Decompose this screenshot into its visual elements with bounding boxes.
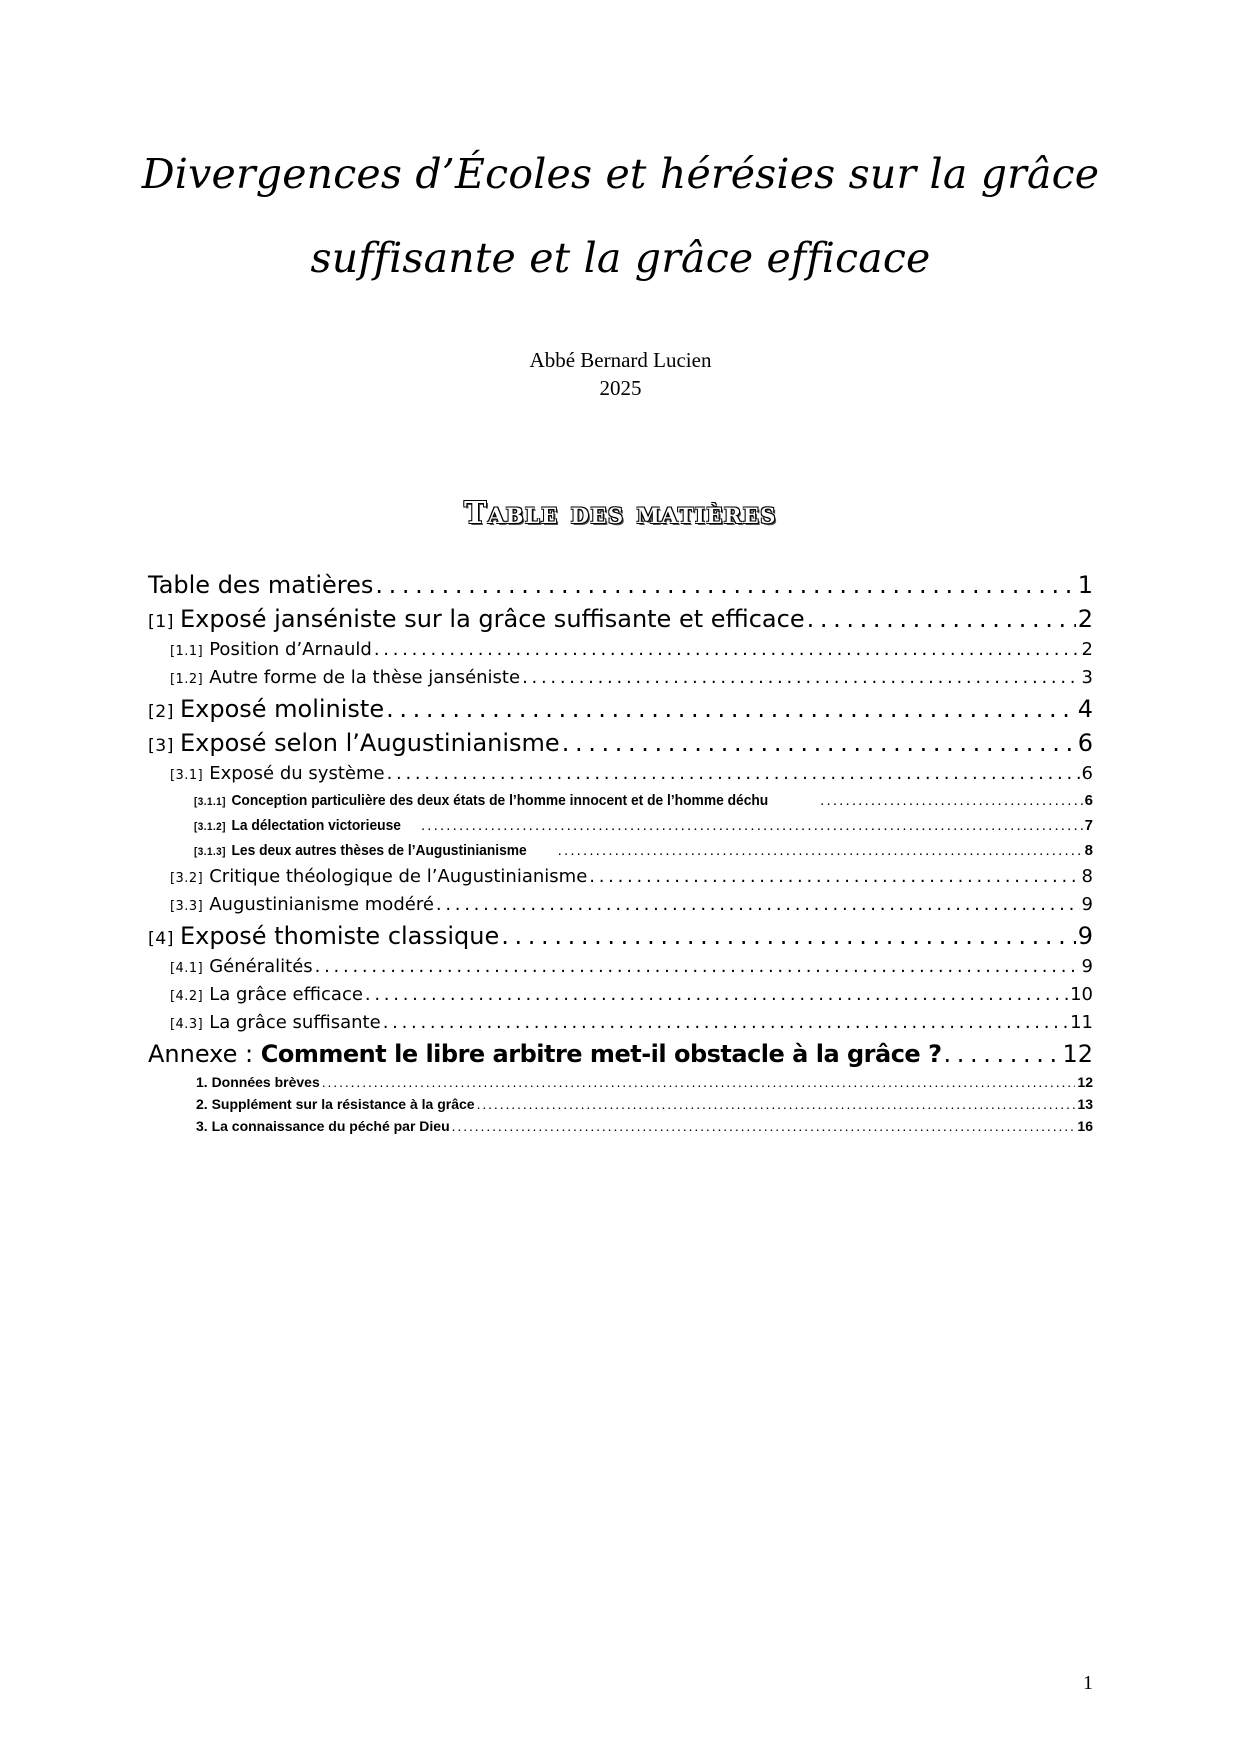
toc-entry[interactable] (148, 568, 1093, 602)
toc-entry-page: 3 (1081, 667, 1093, 688)
toc-entry-page: 9 (1081, 956, 1093, 977)
toc-entry-label: Exposé moliniste (179, 695, 385, 723)
toc-leader (452, 1115, 1076, 1137)
toc-entry-label: La grâce efficace (209, 984, 363, 1005)
toc-entry-number: [3.1] (170, 768, 204, 783)
toc-leader (522, 664, 1079, 692)
toc-leader (383, 1009, 1068, 1037)
toc-entry[interactable] (148, 726, 1093, 760)
toc-entry[interactable] (148, 1115, 1093, 1137)
toc-leader (436, 891, 1080, 919)
toc-entry-page: 10 (1070, 984, 1093, 1005)
toc-entry-label: Conception particulière des deux états de l’homme innocent et de l’homme déchu (231, 792, 769, 809)
toc-leader (501, 919, 1075, 953)
toc-entry-label: Les deux autres thèses de l’Augustinianisme (231, 842, 527, 859)
toc-entry-number: [3.1.3] (194, 846, 226, 858)
toc-entry-number: [3.2] (170, 871, 204, 886)
toc-leader (589, 863, 1079, 891)
toc-entry-label: Autre forme de la thèse janséniste (209, 667, 521, 688)
annexe-title: Comment le libre arbitre met-il obstacle à la grâce ? (260, 1040, 942, 1068)
toc-entry-number: [3] (148, 736, 174, 756)
toc-leader (562, 726, 1076, 760)
toc-entry-label: 2. Supplément sur la résistance à la grâce (196, 1096, 475, 1112)
toc-entry[interactable] (148, 838, 1093, 863)
toc-entry[interactable] (148, 636, 1093, 664)
toc-entry-number: [1.1] (170, 644, 204, 659)
toc-entry-label: Position d’Arnauld (209, 639, 372, 660)
toc-leader (386, 692, 1076, 726)
toc-entry-page: 6 (1084, 792, 1093, 809)
toc-leader (820, 788, 1082, 813)
title-line-2: suffisante et la grâce efficace (310, 234, 931, 282)
toc-entry[interactable] (148, 692, 1093, 726)
toc-entry[interactable] (148, 981, 1093, 1009)
toc-leader (477, 1093, 1076, 1115)
toc-entry[interactable] (148, 919, 1093, 953)
document-title (100, 132, 1141, 300)
toc-entry-page: 13 (1077, 1096, 1093, 1112)
toc-entry-label: Exposé selon l’Augustinianisme (179, 729, 560, 757)
toc-leader (943, 1037, 1060, 1071)
toc-entry-label: 3. La connaissance du péché par Dieu (196, 1118, 450, 1134)
toc-entry-number: [4] (148, 929, 174, 949)
toc-entry-label: Table des matières (148, 571, 374, 599)
toc-entry-label: 1. Données brèves (196, 1074, 320, 1090)
toc-entry-label: Exposé du système (209, 763, 385, 784)
toc-entry-number: [1] (148, 612, 174, 632)
toc-entry-page: 1 (1077, 571, 1093, 599)
toc-entry-label: Annexe : (148, 1040, 254, 1068)
title-line-1: Divergences d’Écoles et hérésies sur la grâce (141, 150, 1100, 198)
toc-entry[interactable] (148, 891, 1093, 919)
toc-entry[interactable] (148, 863, 1093, 891)
toc-entry-page: 4 (1077, 695, 1093, 723)
toc-entry-page: 2 (1081, 639, 1093, 660)
toc-leader (375, 568, 1075, 602)
toc-leader (387, 760, 1080, 788)
toc-entry[interactable] (148, 953, 1093, 981)
toc-entry-number: [2] (148, 702, 174, 722)
toc-entry-annexe[interactable] (148, 1037, 1093, 1071)
toc-entry-label: La délectation victorieuse (231, 817, 401, 834)
toc-entry-page: 6 (1077, 729, 1093, 757)
toc-entry-label: Critique théologique de l’Augustinianisme (209, 866, 588, 887)
toc-entry-page: 16 (1077, 1118, 1093, 1134)
toc-entry-page: 9 (1081, 894, 1093, 915)
toc-entry-number: [3.3] (170, 899, 204, 914)
toc-entry[interactable] (148, 602, 1093, 636)
toc-entry[interactable] (148, 1071, 1093, 1093)
toc-entry-page: 7 (1084, 817, 1093, 834)
toc-entry[interactable] (148, 1093, 1093, 1115)
toc-entry-number: [1.2] (170, 672, 204, 687)
toc-entry-label: Augustinianisme modéré (209, 894, 434, 915)
toc-entry[interactable] (148, 788, 1093, 813)
toc-entry-label: Exposé janséniste sur la grâce suffisante et efficace (179, 605, 805, 633)
toc-entry-number: [4.2] (170, 989, 204, 1004)
toc-leader (322, 1071, 1076, 1093)
toc-entry-label: Exposé thomiste classique (179, 922, 500, 950)
toc-leader (374, 636, 1080, 664)
toc-leader (315, 953, 1080, 981)
toc-leader (807, 602, 1076, 636)
toc-entry[interactable] (148, 664, 1093, 692)
toc-leader (421, 813, 1083, 838)
toc-leader (558, 838, 1083, 863)
toc-entry-page: 9 (1077, 922, 1093, 950)
toc-heading: Table des matières (464, 496, 777, 531)
toc-entry-page: 12 (1062, 1040, 1093, 1068)
toc-entry-number: [3.1.2] (194, 821, 226, 833)
author-block (0, 346, 1241, 402)
toc-entry-number: [3.1.1] (194, 796, 226, 808)
toc-entry-page: 8 (1081, 866, 1093, 887)
author-name: Abbé Bernard Lucien (529, 348, 712, 372)
publication-year: 2025 (599, 376, 642, 400)
toc-entry-number: [4.3] (170, 1017, 204, 1032)
toc-entry[interactable] (148, 813, 1093, 838)
page-number: 1 (1083, 1672, 1093, 1694)
toc-entry-label: La grâce suffisante (209, 1012, 381, 1033)
toc-entry-page: 8 (1084, 842, 1093, 859)
toc-entry-page: 6 (1081, 763, 1093, 784)
toc-entry-page: 11 (1070, 1012, 1093, 1033)
toc-entry-number: [4.1] (170, 961, 204, 976)
toc-entry-page: 2 (1077, 605, 1093, 633)
table-of-contents (148, 568, 1093, 1137)
toc-entry-page: 12 (1077, 1074, 1093, 1090)
toc-entry-label: Généralités (209, 956, 313, 977)
toc-leader (365, 981, 1068, 1009)
toc-entry[interactable] (148, 1009, 1093, 1037)
toc-entry[interactable] (148, 760, 1093, 788)
